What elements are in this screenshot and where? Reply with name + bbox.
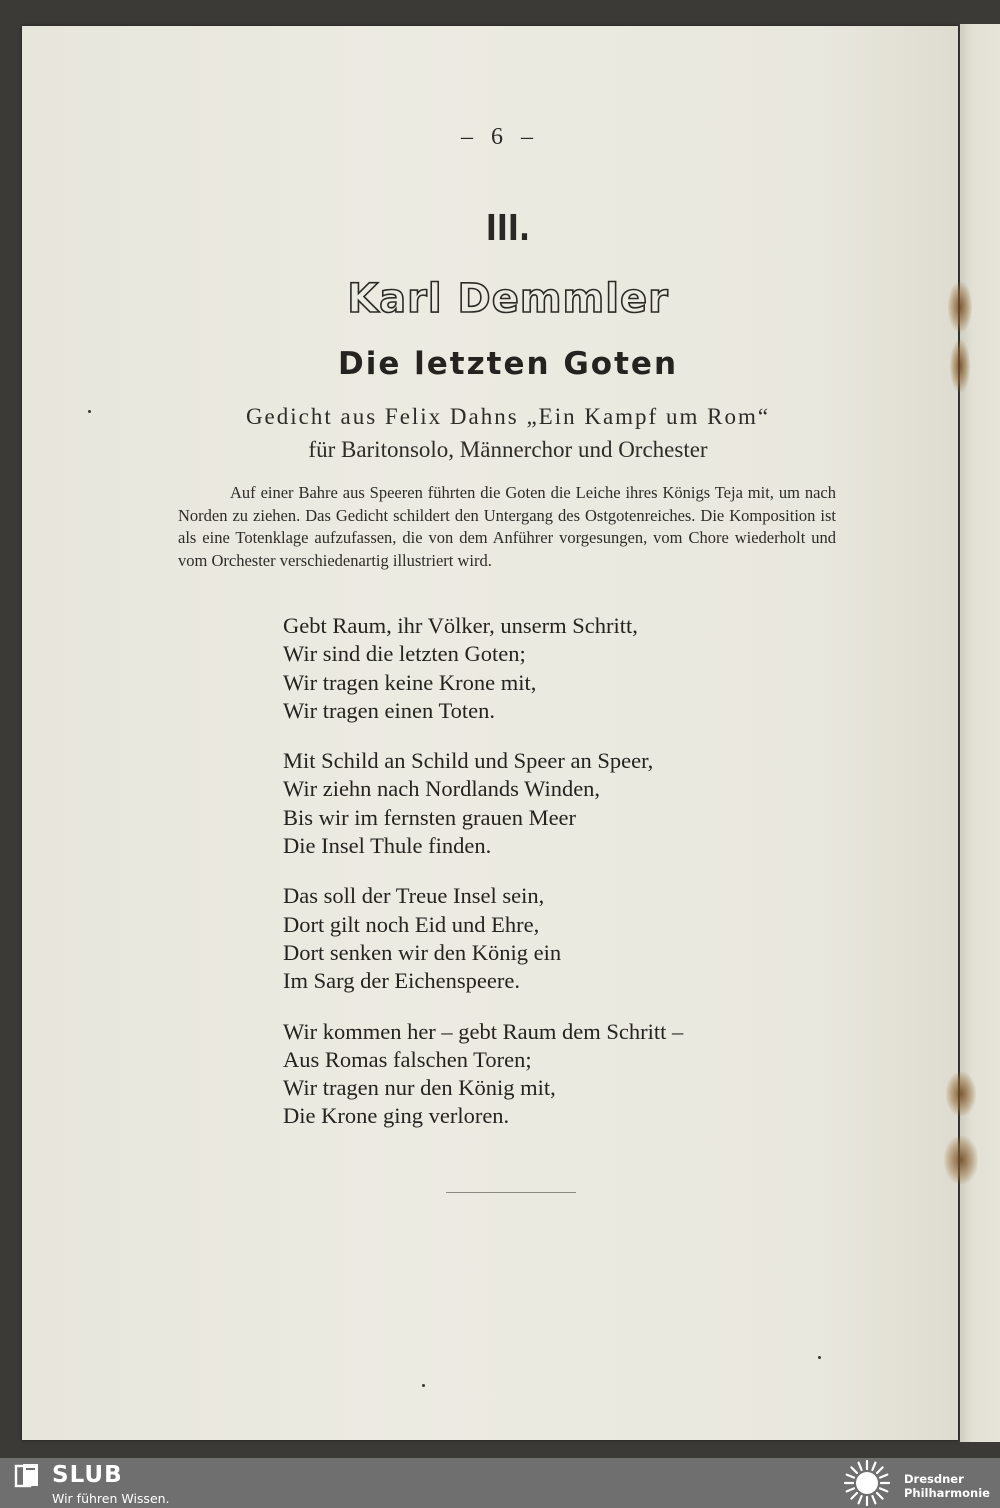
binding-stain — [944, 1136, 978, 1184]
poem-line: Wir sind die letzten Goten; — [283, 641, 526, 667]
poem-line: Wir tragen keine Krone mit, — [283, 669, 537, 695]
poem-line: Wir kommen her – gebt Raum dem Schritt – — [283, 1018, 684, 1044]
poem-stanza — [283, 1018, 843, 1131]
poem-line: Dort senken wir den König ein — [283, 939, 562, 965]
poem-line: Das soll der Treue Insel sein, — [283, 883, 545, 909]
poem-stanza — [283, 612, 843, 725]
poem-line: Gebt Raum, ihr Völker, unserm Schritt, — [283, 613, 638, 638]
partner-name — [904, 1472, 990, 1500]
speck — [422, 1384, 425, 1387]
end-rule-divider — [446, 1192, 576, 1193]
poem-line: Aus Romas falschen Toren; — [283, 1046, 532, 1072]
partner-name-line1: Dresdner — [904, 1472, 964, 1486]
poem-text — [283, 612, 843, 1153]
work-title: Die letzten Goten — [337, 346, 679, 382]
poem-line: Wir tragen einen Toten. — [283, 697, 496, 723]
partner-name-line2: Philharmonie — [904, 1486, 990, 1500]
poem-line: Wir tragen nur den König mit, — [283, 1075, 556, 1101]
subtitle-instrumentation: für Baritonsolo, Männerchor und Orchester — [308, 437, 708, 462]
binding-stain — [946, 1072, 976, 1116]
page-number: – 6 – — [461, 124, 539, 150]
poem-line: Die Krone ging verloren. — [283, 1103, 510, 1129]
adjacent-page-edge — [960, 24, 1000, 1442]
poem-stanza — [283, 747, 843, 860]
subtitle-source: Gedicht aus Felix Dahns „Ein Kampf um Rom“ — [245, 404, 771, 429]
slub-logo-icon — [14, 1463, 40, 1489]
poem-line: Die Insel Thule finden. — [283, 833, 492, 859]
composer-name: Karl Demmler — [347, 276, 669, 322]
library-name: SLUB — [52, 1462, 123, 1488]
poem-line: Wir ziehn nach Nordlands Winden, — [283, 776, 601, 802]
work-description: Auf einer Bahre aus Speeren führten die Goten die Leiche ihres Königs Teja mit, um nach Norden zu ziehen. Das Gedicht schildert den Untergang des Ostgotenreiches. Die Komposition ist als eine Totenklage aufzufassen, die von dem Anführer vorgesungen, vom Chore wiederholt und vom Orchester verschiedenartig illustriert wird. — [178, 483, 836, 570]
library-slogan: Wir führen Wissen. — [52, 1491, 170, 1506]
section-number: III. — [485, 208, 531, 249]
poem-line: Im Sarg der Eichenspeere. — [283, 968, 520, 994]
speck — [818, 1356, 821, 1359]
poem-line: Dort gilt noch Eid und Ehre, — [283, 911, 540, 937]
poem-line: Bis wir im fernsten grauen Meer — [283, 804, 577, 830]
philharmonie-logo-icon — [842, 1458, 892, 1508]
speck — [88, 410, 91, 413]
footer-bar — [0, 1458, 1000, 1508]
poem-line: Mit Schild an Schild und Speer an Speer, — [283, 748, 654, 774]
poem-stanza — [283, 882, 843, 995]
